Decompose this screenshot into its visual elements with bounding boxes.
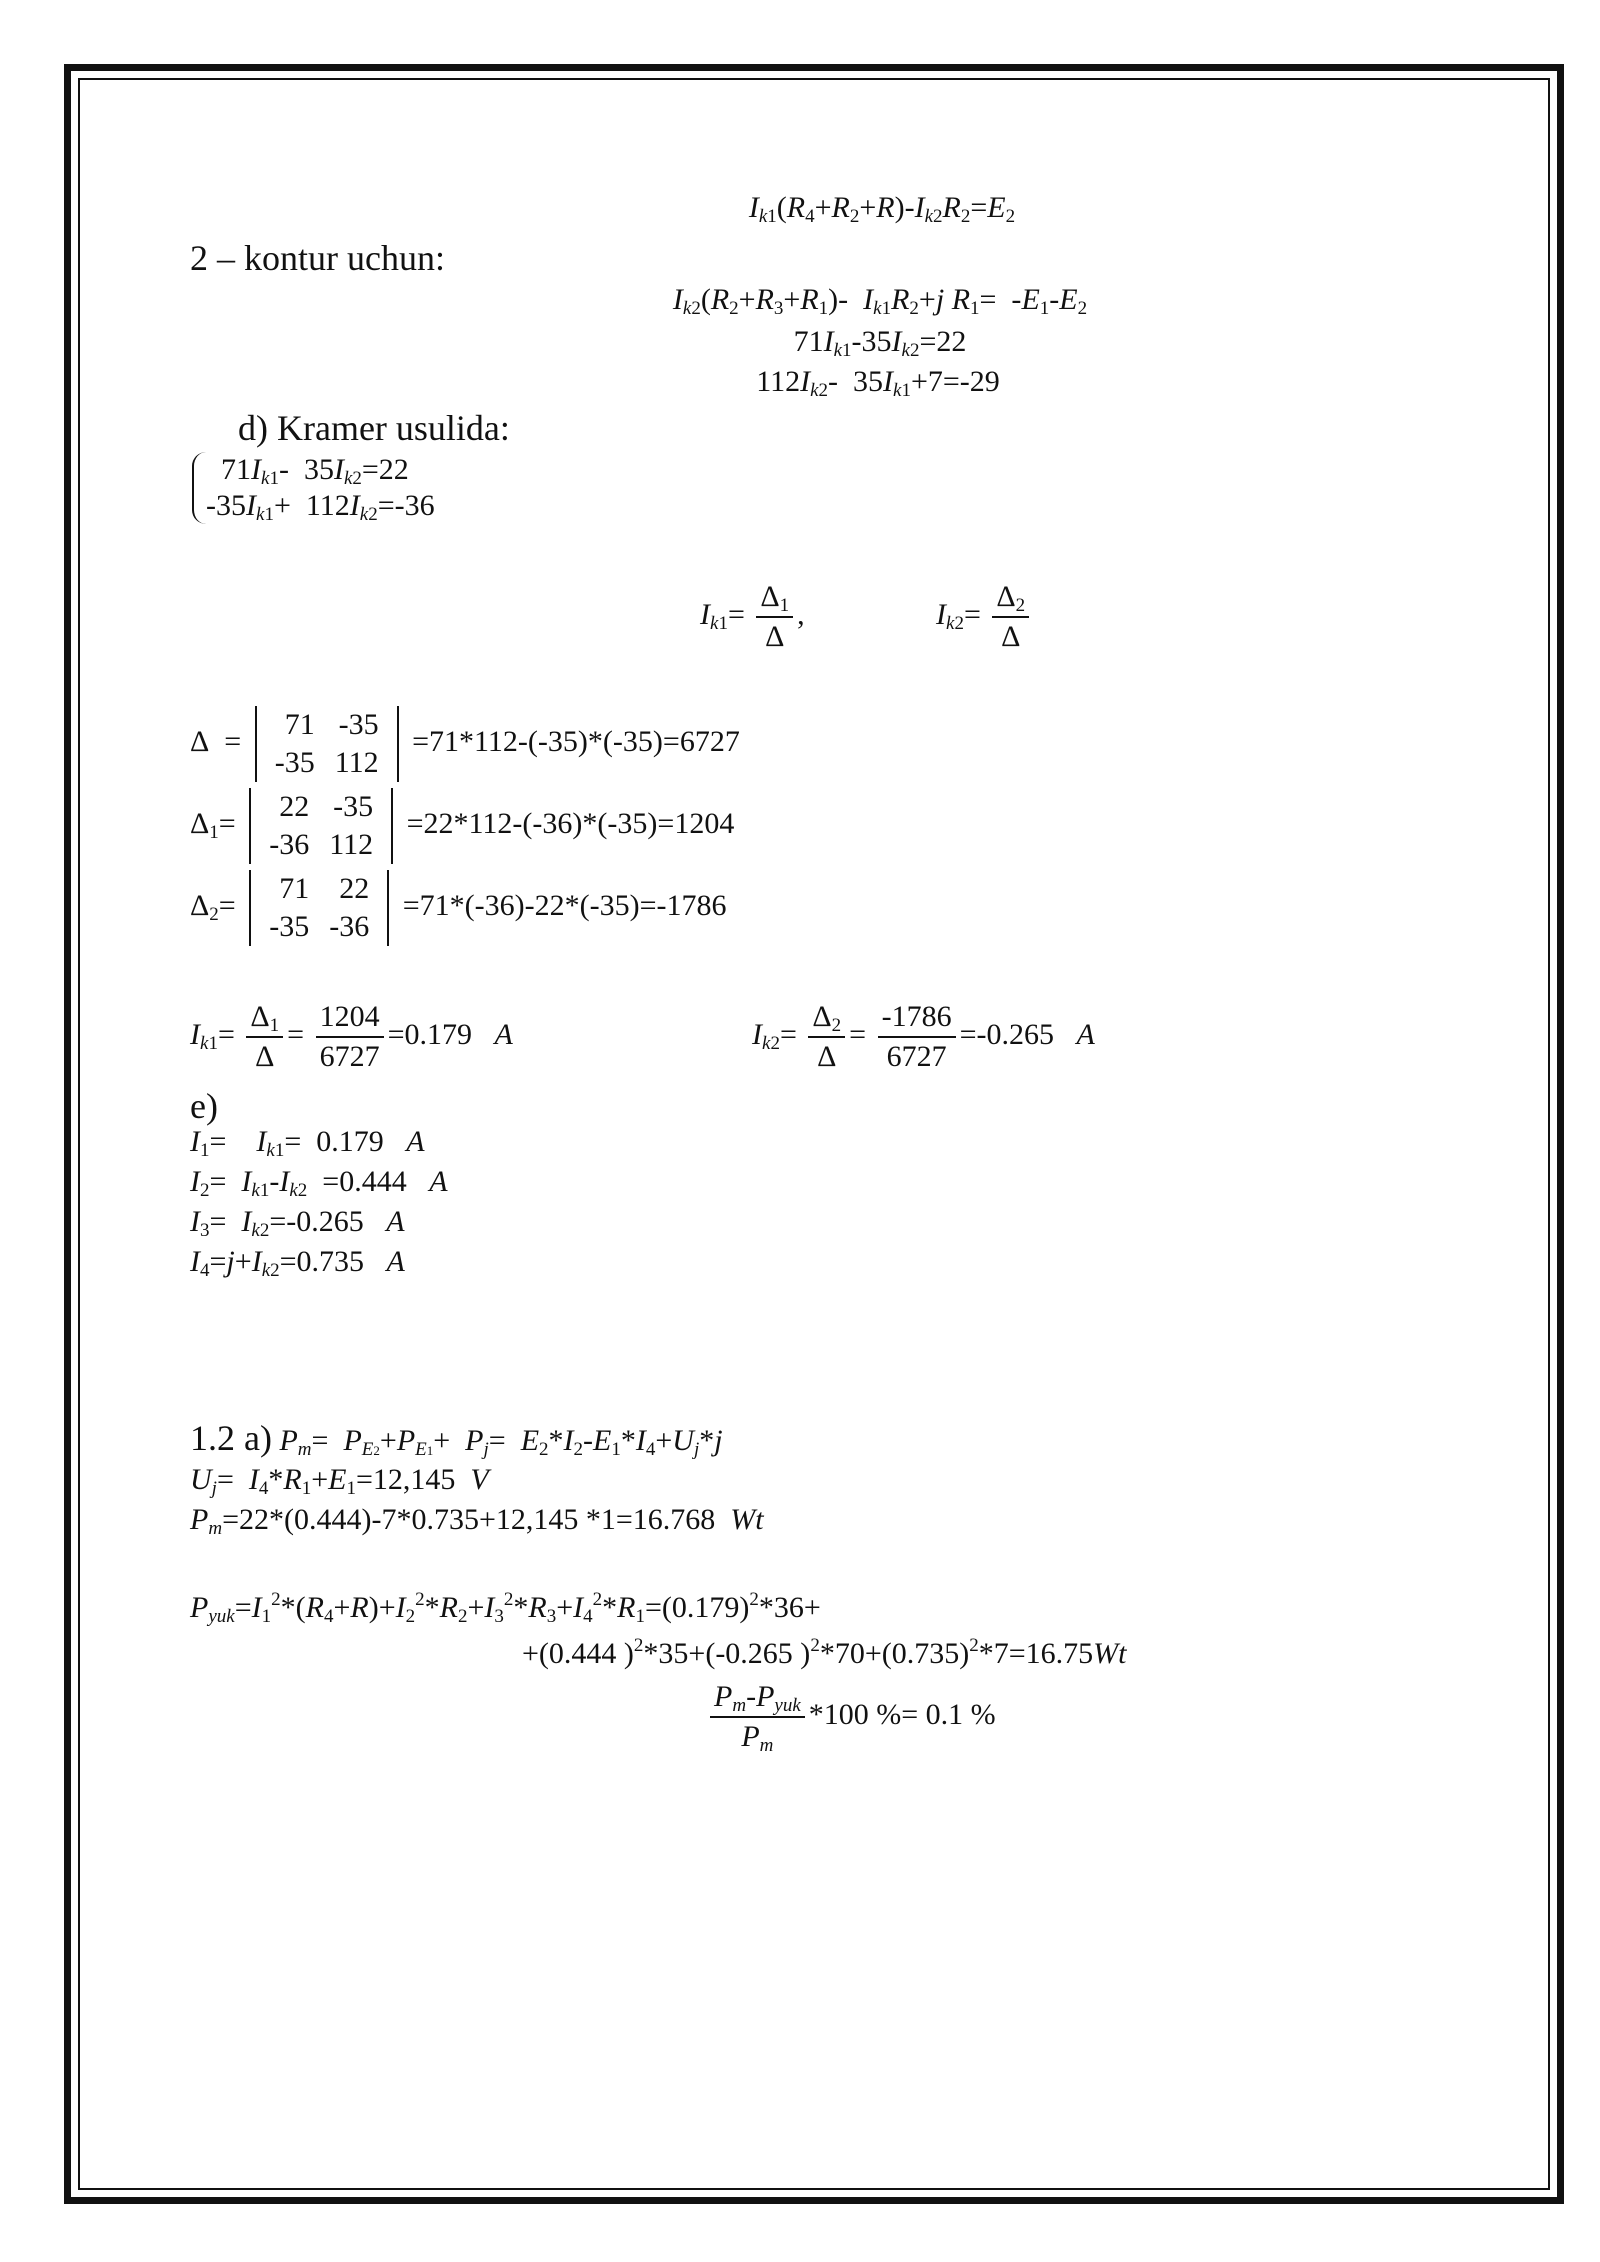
equation-numeric-2: $112I_{k2}-$ $35I_{k1}+7=-29$	[756, 365, 1000, 401]
system-row-1: $71I_{k1}-$ $35I_{k2}=22$	[221, 453, 409, 489]
equation-numeric-1: $71I_{k1}-35I_{k2}=22$	[793, 325, 967, 361]
section-e-label: e)	[190, 1086, 218, 1126]
power-balance-ratio: $\frac{P_m-P_{yuk}}{P_m}$ *100 %= 0.1 %	[706, 1680, 996, 1754]
system-row-2: $-35I_{k1}+ 112I_{k2}=-36$	[206, 489, 435, 525]
current-i4: $I_4=j+I_{k2}=0.735$ A	[190, 1245, 405, 1281]
determinant-1: $\Delta_1=$ 22 -35 -36 112 =22*112-(-36)*(-35)=1204	[190, 788, 734, 864]
voltage-uj: $U_j= I_4*R_1+E_1=12,145$ V	[190, 1463, 489, 1499]
determinant-2: $\Delta_2=$ 71 22 -35 -36 =71*(-36)-22*(-35)=-1786	[190, 870, 727, 946]
cramer-formula-ik2: $I_{k2}=$ $\frac{\Delta_2}{\Delta}$	[936, 580, 1033, 654]
current-i1: $I_1=$ $I_{k1}= 0.179$ A	[190, 1125, 425, 1161]
determinant-main: Δ = 71 -35 -35 112 =71*112-(-35)*(-35)=6727	[190, 706, 740, 782]
current-i3: $I_3= I_{k2}=-0.265$ A	[190, 1205, 405, 1241]
current-i2: $I_2= I_{k1}-I_{k2} =0.444$ A	[190, 1165, 448, 1201]
equation-contour1: $I_{k1}(R_4+R_2+R)-I_{k2}R_2=E_2$	[748, 191, 1016, 227]
power-source-equation: 1.2 a) $P_m= P_{E2}+P_{E1}+ P_j= E_2*I_2-E_1*I_4+U_j*j$	[190, 1418, 723, 1460]
equation-contour2: $I_{k2}(R_2+R_3+R_1)-$ $I_{k1}R_2+j$ $R_1= -E_1-E_2$	[672, 283, 1088, 319]
contour2-label: 2 – kontur uchun:	[190, 238, 445, 278]
kramer-label: d) Kramer usulida:	[238, 408, 510, 448]
power-load-line1: $P_{yuk}=I_1^2*(R_4+R)+I_2^2*R_2+I_3^2*R_3+I_4^2*R_1=(0.179)^2*36+$	[190, 1589, 821, 1627]
cramer-formula-ik1: $I_{k1}=$ $\frac{\Delta_1}{\Delta}$ ,	[700, 580, 805, 653]
equation-system	[192, 452, 435, 524]
power-load-line2: +(0.444 )$^2$*35+(-0.265 )$^2*70+(0.735)^2*7=16.75Wt$	[522, 1635, 1127, 1670]
result-ik1: $I_{k1}=$ $\frac{\Delta_1}{\Delta}$ = $\frac{1204}{6727}$ =0.179 A	[190, 1000, 513, 1073]
result-ik2: $I_{k2}=$ $\frac{\Delta_2}{\Delta}$ = $\frac{-1786}{6727}$ =-0.265 A	[752, 1000, 1095, 1073]
power-pm-value: $P_m=22*(0.444)-7*0.735+12,145$ *1=16.768 Wt	[190, 1503, 764, 1539]
